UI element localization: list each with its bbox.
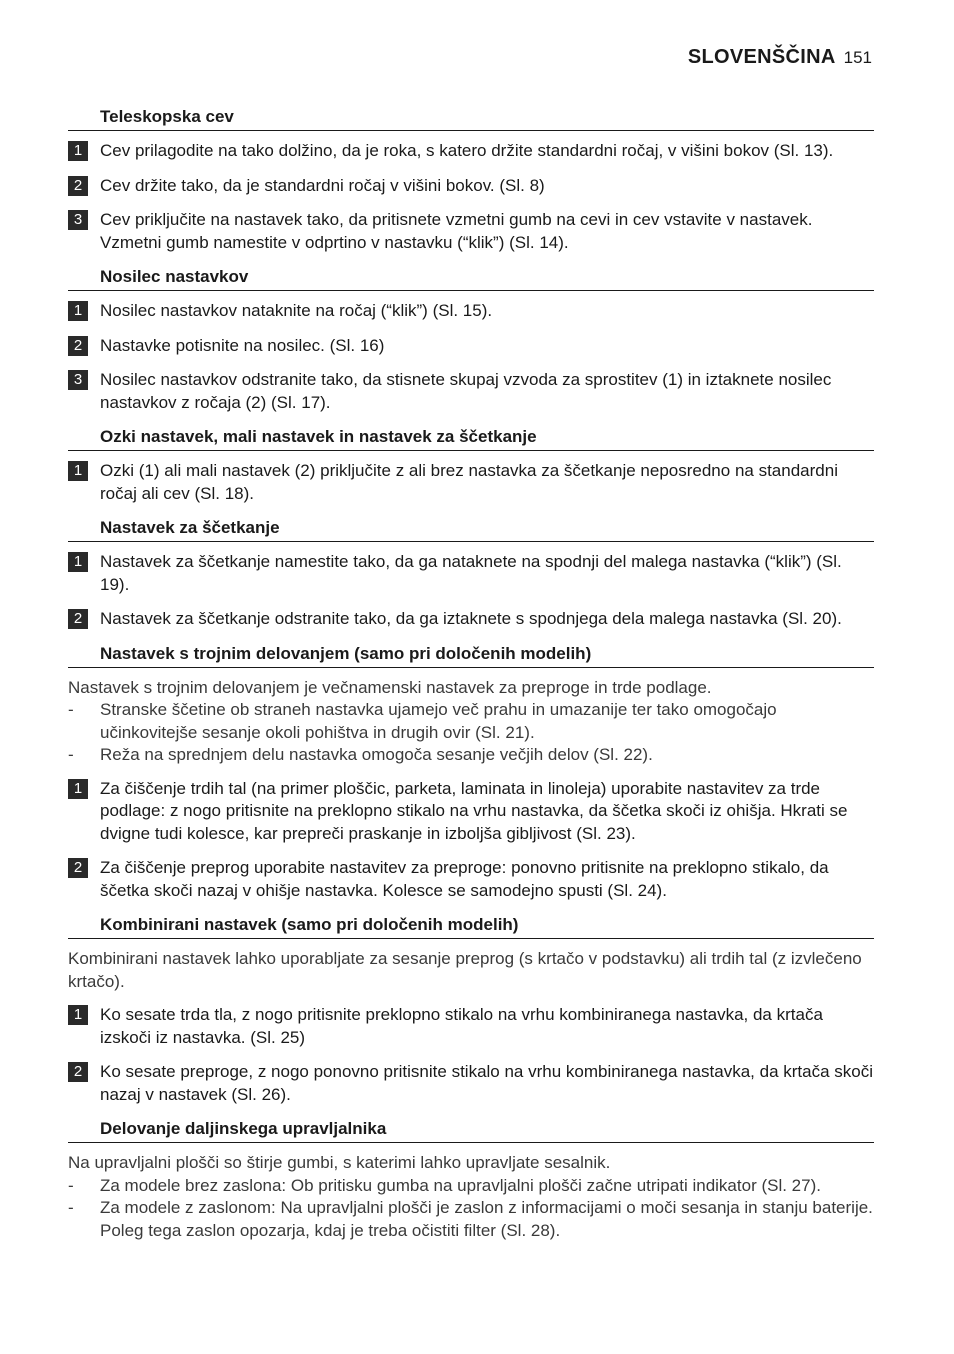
step-number: 2: [68, 176, 88, 196]
step-item: [68, 551, 874, 596]
step-item: [68, 140, 874, 163]
step-number: 3: [68, 370, 88, 390]
step-item: [68, 335, 874, 358]
step-text: Nosilec nastavkov nataknite na ročaj (“klik”) (Sl. 15).: [100, 301, 493, 320]
step-item: [68, 209, 874, 254]
step-number: 2: [68, 858, 88, 878]
section-heading: Nastavek s trojnim delovanjem (samo pri določenih modelih): [68, 643, 874, 668]
section-heading: Delovanje daljinskega upravljalnika: [68, 1118, 874, 1143]
step-text: Nastavek za ščetkanje namestite tako, da ga nataknete na spodnji del malega nastavka (“klik”) (Sl. 19).: [100, 552, 842, 594]
page-number: 151: [843, 48, 872, 67]
bullet-list: [68, 1175, 874, 1243]
section-intro: Nastavek s trojnim delovanjem je večnamenski nastavek za preproge in trde podlage.: [68, 677, 712, 697]
bullet-dash: -: [68, 700, 74, 719]
section-heading: Ozki nastavek, mali nastavek in nastavek za ščetkanje: [68, 426, 874, 451]
step-text: Za čiščenje trdih tal (na primer ploščic, parketa, laminata in linoleja) uporabite nastavitev za trde podlage: z nogo pritisnite na preklopno stikalo na vrhu nastavka, da ščetka skoči iz ohišja. Hkrati se dvigne tudi kolesce, kar prepreči praskanje in izboljša gibljivost (Sl. 23).: [100, 778, 848, 843]
step-item: [68, 608, 874, 631]
step-number: 1: [68, 1005, 88, 1025]
step-text: Nastavek za ščetkanje odstranite tako, da ga iztaknete s spodnjega dela malega nastavka (Sl. 20).: [100, 609, 842, 628]
step-text: Ko sesate preproge, z nogo ponovno pritisnite stikalo na vrhu kombiniranega nastavka, da krtača skoči nazaj v nastavek (Sl. 26).: [100, 1062, 874, 1104]
step-text: Ozki (1) ali mali nastavek (2) priključite z ali brez nastavka za ščetkanje neposredno na standardni ročaj ali cev (Sl. 18).: [100, 461, 838, 503]
step-item: [68, 1061, 874, 1106]
bullet-item: [68, 1175, 874, 1198]
step-number: 1: [68, 552, 88, 572]
section-intro: Na upravljalni plošči so štirje gumbi, s katerimi lahko upravljate sesalnik.: [68, 1153, 611, 1172]
step-text: Cev držite tako, da je standardni ročaj v višini bokov. (Sl. 8): [100, 175, 545, 195]
step-item: [68, 300, 874, 323]
page-header: [688, 46, 872, 69]
step-number: 2: [68, 1062, 88, 1082]
bullet-dash: -: [68, 1175, 74, 1195]
bullet-text: Za modele z zaslonom: Na upravljalni plošči je zaslon z informacijami o moči sesanja in stanju baterije. Poleg tega zaslon opozarja, kdaj je treba očistiti filter (Sl. 28).: [100, 1198, 873, 1240]
step-text: Cev prilagodite na tako dolžino, da je roka, s katero držite standardni ročaj, v višini bokov (Sl. 13).: [100, 141, 834, 160]
bullet-text: Stranske ščetine ob straneh nastavka ujamejo več prahu in umazanije ter tako omogočajo učinkovitejše sesanje okoli pohištva in drugih ovir (Sl. 21).: [100, 700, 777, 742]
section-heading: Kombinirani nastavek (samo pri določenih modelih): [68, 914, 874, 939]
step-item: [68, 175, 874, 198]
section-heading: Nosilec nastavkov: [68, 266, 874, 291]
bullet-text: Za modele brez zaslona: Ob pritisku gumba na upravljalni plošči začne utripati indikator (Sl. 27).: [100, 1175, 821, 1195]
step-text: Nastavke potisnite na nosilec. (Sl. 16): [100, 335, 385, 355]
bullet-text: Reža na sprednjem delu nastavka omogoča sesanje večjih delov (Sl. 22).: [100, 745, 653, 764]
step-number: 2: [68, 336, 88, 356]
step-number: 1: [68, 141, 88, 161]
step-text: Ko sesate trda tla, z nogo pritisnite preklopno stikalo na vrhu kombiniranega nastavka, da krtača izskoči iz nastavka. (Sl. 25): [100, 1005, 823, 1047]
step-number: 1: [68, 301, 88, 321]
step-item: [68, 460, 874, 505]
step-text: Cev priključite na nastavek tako, da pritisnete vzmetni gumb na cevi in cev vstavite v nastavek. Vzmetni gumb namestite v odprtino v nastavku (“klik”) (Sl. 14).: [100, 210, 813, 252]
step-item: [68, 369, 874, 414]
step-item: [68, 1004, 874, 1049]
step-number: 1: [68, 461, 88, 481]
step-item: [68, 857, 874, 902]
step-number: 3: [68, 210, 88, 230]
page-content: [68, 106, 874, 1253]
bullet-item: [68, 699, 874, 744]
language-label: SLOVENŠČINA: [687, 46, 836, 68]
step-text: Za čiščenje preprog uporabite nastavitev za preproge: ponovno pritisnite na preklopno stikalo, da ščetka skoči nazaj v ohišje nastavka. Kolesce se samodejno spusti (Sl. 24).: [100, 858, 829, 900]
section-intro: Kombinirani nastavek lahko uporabljate za sesanje preprog (s krtačo v podstavku) ali trdih tal (z izvlečeno krtačo).: [68, 949, 862, 991]
bullet-dash: -: [68, 1198, 74, 1217]
step-number: 1: [68, 779, 88, 799]
step-item: [68, 778, 874, 846]
step-text: Nosilec nastavkov odstranite tako, da stisnete skupaj vzvoda za sprostitev (1) in iztaknete nosilec nastavkov z ročaja (2) (Sl. 17).: [100, 370, 832, 412]
section-heading: Teleskopska cev: [68, 106, 874, 131]
step-number: 2: [68, 609, 88, 629]
bullet-item: [68, 1197, 874, 1242]
bullet-list: [68, 699, 874, 767]
bullet-dash: -: [68, 745, 74, 764]
section-heading: Nastavek za ščetkanje: [68, 517, 874, 542]
bullet-item: [68, 744, 874, 767]
